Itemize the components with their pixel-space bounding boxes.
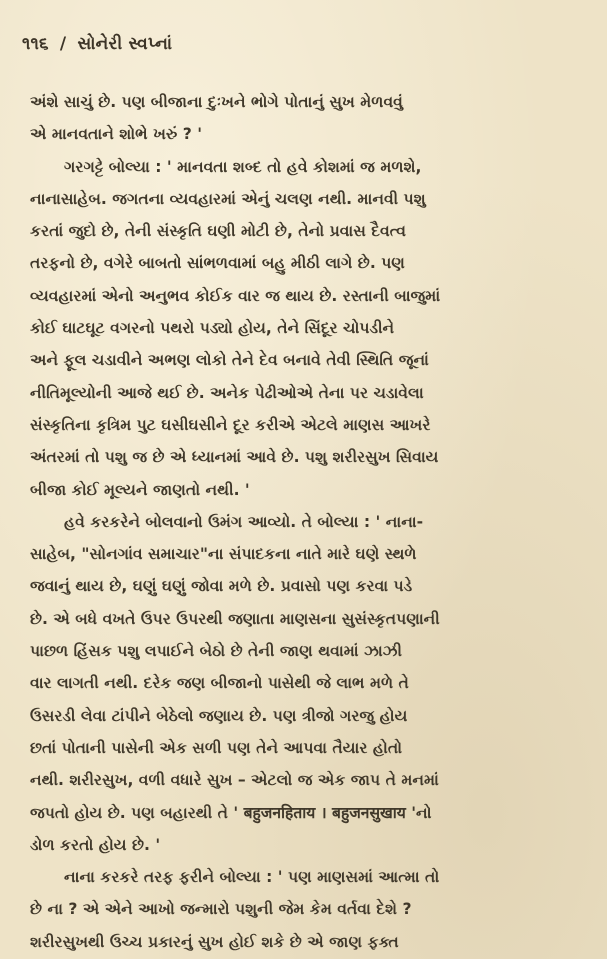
header-separator: / [59,34,67,54]
text-line: ડોળ કરતો હોય છે. ' [30,835,161,854]
text-line: વ્યવહારમાં એનો અનુભવ કોઈક વાર જ થાય છે. રસ્તાની બાજુમાં [30,286,441,305]
text-line: શરીરસુખથી ઉચ્ચ પ્રકારનું સુખ હોઈ શકે છે એ જાણ ફક્ત [30,932,399,951]
text-line: જપતો હોય છે. પણ બહારથી તે ' बहुजनहिताय । बहुजनसुखाय 'નો [30,803,432,822]
book-title: સોનેરી સ્વપ્નાં [77,34,173,54]
text-line: નીતિમૂલ્યોની આજે થઈ છે. અનેક પેઢીઓએ તેના પર ચડાવેલા [30,383,424,402]
text-line: તરફનો છે, વગેરે બાબતો સાંભળવામાં બહુ મીઠી લાગે છે. પણ [30,254,405,273]
text-line: એ માનવતાને શોભે ખરું ? ' [30,125,202,144]
text-line: હવે કરકરેને બોલવાનો ઉમંગ આવ્યો. તે બોલ્યા : ' નાના- [64,512,424,531]
text-line: ઉસરડી લેવા ટાંપીને બેઠેલો જણાય છે. પણ ત્રીજો ગરજુ હોય [30,706,408,725]
text-line: છતાં પોતાની પાસેની એક સળી પણ તેને આપવા તૈયાર હોતો [30,738,403,757]
page-number: ૧૧૬ [22,34,49,54]
text-line: નાનાસાહેબ. જગતના વ્યવહારમાં એનું ચલણ નથી. માનવી પશુ [30,189,426,208]
text-line: અને ફૂલ ચડાવીને અભણ લોકો તેને દેવ બનાવે તેવી સ્થિતિ જૂનાં [30,351,429,370]
text-line: કોઈ ઘાટઘૂટ વગરનો પથરો પડ્યો હોય, તેને સિંદૂર ચોપડીને [30,319,395,338]
text-line: નાના કરકરે તરફ ફરીને બોલ્યા : ' પણ માણસમાં આત્મા તો [64,868,440,887]
text-line: પાછળ હિંસક પશુ લપાઈને બેઠો છે તેની જાણ થવામાં ઝાઝી [30,642,402,661]
text-line: છે ના ? એ એને આખો જન્મારો પશુની જેમ કેમ વર્તવા દેશે ? [30,900,412,919]
page-body-text [30,86,590,958]
text-line: જવાનું થાય છે, ઘણું ઘણું જોવા મળે છે. પ્રવાસો પણ કરવા પડે [30,577,413,596]
text-line: અંશે સાચું છે. પણ બીજાના દુઃખને ભોગે પોતાનું સુખ મેળવવું [30,93,403,111]
text-line: બીજા કોઈ મૂલ્યને જાણતો નથી. ' [30,480,250,499]
text-line: અંતરમાં તો પશુ જ છે એ ધ્યાનમાં આવે છે. પશુ શરીરસુખ સિવાય [30,448,439,467]
text-line: ગરગટ્ટે બોલ્યા : ' માનવતા શબ્દ તો હવે કોશમાં જ મળશે, [64,157,422,176]
text-line: સંસ્કૃતિના કૃત્રિમ પુટ ઘસીઘસીને દૂર કરીએ એટલે માણસ આખરે [30,415,431,434]
text-line: નથી. શરીરસુખ, વળી વધારે સુખ – એટલો જ એક જાપ તે મનમાં [30,771,439,790]
text-line: વાર લાગતી નથી. દરેક જણ બીજાનો પાસેથી જે લાભ મળે તે [30,674,409,693]
text-line: સાહેબ, "સોનગાંવ સમાચાર"ના સંપાદકના નાતે મારે ઘણે સ્થળે [30,545,417,564]
text-line: કરતાં જુદો છે, તેની સંસ્કૃતિ ઘણી મોટી છે, તેનો પ્રવાસ દૈવત્વ [30,222,406,241]
text-line: છે. એ બધે વખતે ઉપર ઉપરથી જણાતા માણસના સુસંસ્કૃતપણાની [30,609,440,628]
page-header [22,34,172,54]
